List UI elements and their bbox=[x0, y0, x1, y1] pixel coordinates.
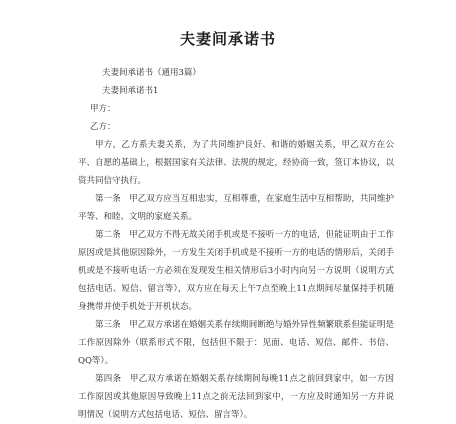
section-heading: 夫妻间承诺书1 bbox=[102, 86, 159, 96]
paragraph-article-2: 第二条 甲乙双方不得无故关闭手机或是不接听一方的电话，但能证明由于工作原因或是其他原因除外，一方发生关闭手机或是不接听一方的电话的情形后，关闭手机或是不接听电话一方必须在发现发生相关情形后3小时内向另一方说明（说明方式包括电话、短信、留言等），双方应在每天上午7点至晚上11点期间尽量保持手机随身携带并使手机处于开机状态。 bbox=[78, 230, 394, 312]
paragraph-article-3: 第三条 甲乙双方承诺在婚姻关系存续期间断绝与婚外异性频繁联系但能证明是工作原因除外（联系形式不限，包括但不限于：见面、电话、短信、邮件、书信、QQ等）。 bbox=[78, 320, 394, 366]
document-body bbox=[78, 64, 394, 424]
party-a-line: 甲方： bbox=[90, 104, 116, 114]
paragraph-article-4: 第四条 甲乙双方承诺在婚姻关系存续期间每晚11点之前回到家中，如一方因工作原因或其他原因导致晚上11点之前无法回到家中，一方应及时通知另一方并说明情况（说明方式包括电话、短信、留言等）。 bbox=[78, 374, 394, 420]
document-subtitle: 夫妻间承诺书（通用3篇） bbox=[102, 68, 201, 78]
document-title: 夫妻间承诺书 bbox=[179, 30, 276, 48]
paragraph-article-1: 第一条 甲乙双方应当互相忠实，互相尊重，在家庭生活中互相帮助，共同维护平等、和睦、文明的家庭关系。 bbox=[78, 194, 394, 222]
party-b-line: 乙方： bbox=[90, 122, 116, 132]
paragraph-preamble: 甲方，乙方系夫妻关系，为了共同维护良好、和谐的婚姻关系，甲乙双方在公平、自愿的基础上，根据国家有关法律、法规的规定，经协商一致，签订本协议，以资共同信守执行。 bbox=[78, 140, 394, 186]
